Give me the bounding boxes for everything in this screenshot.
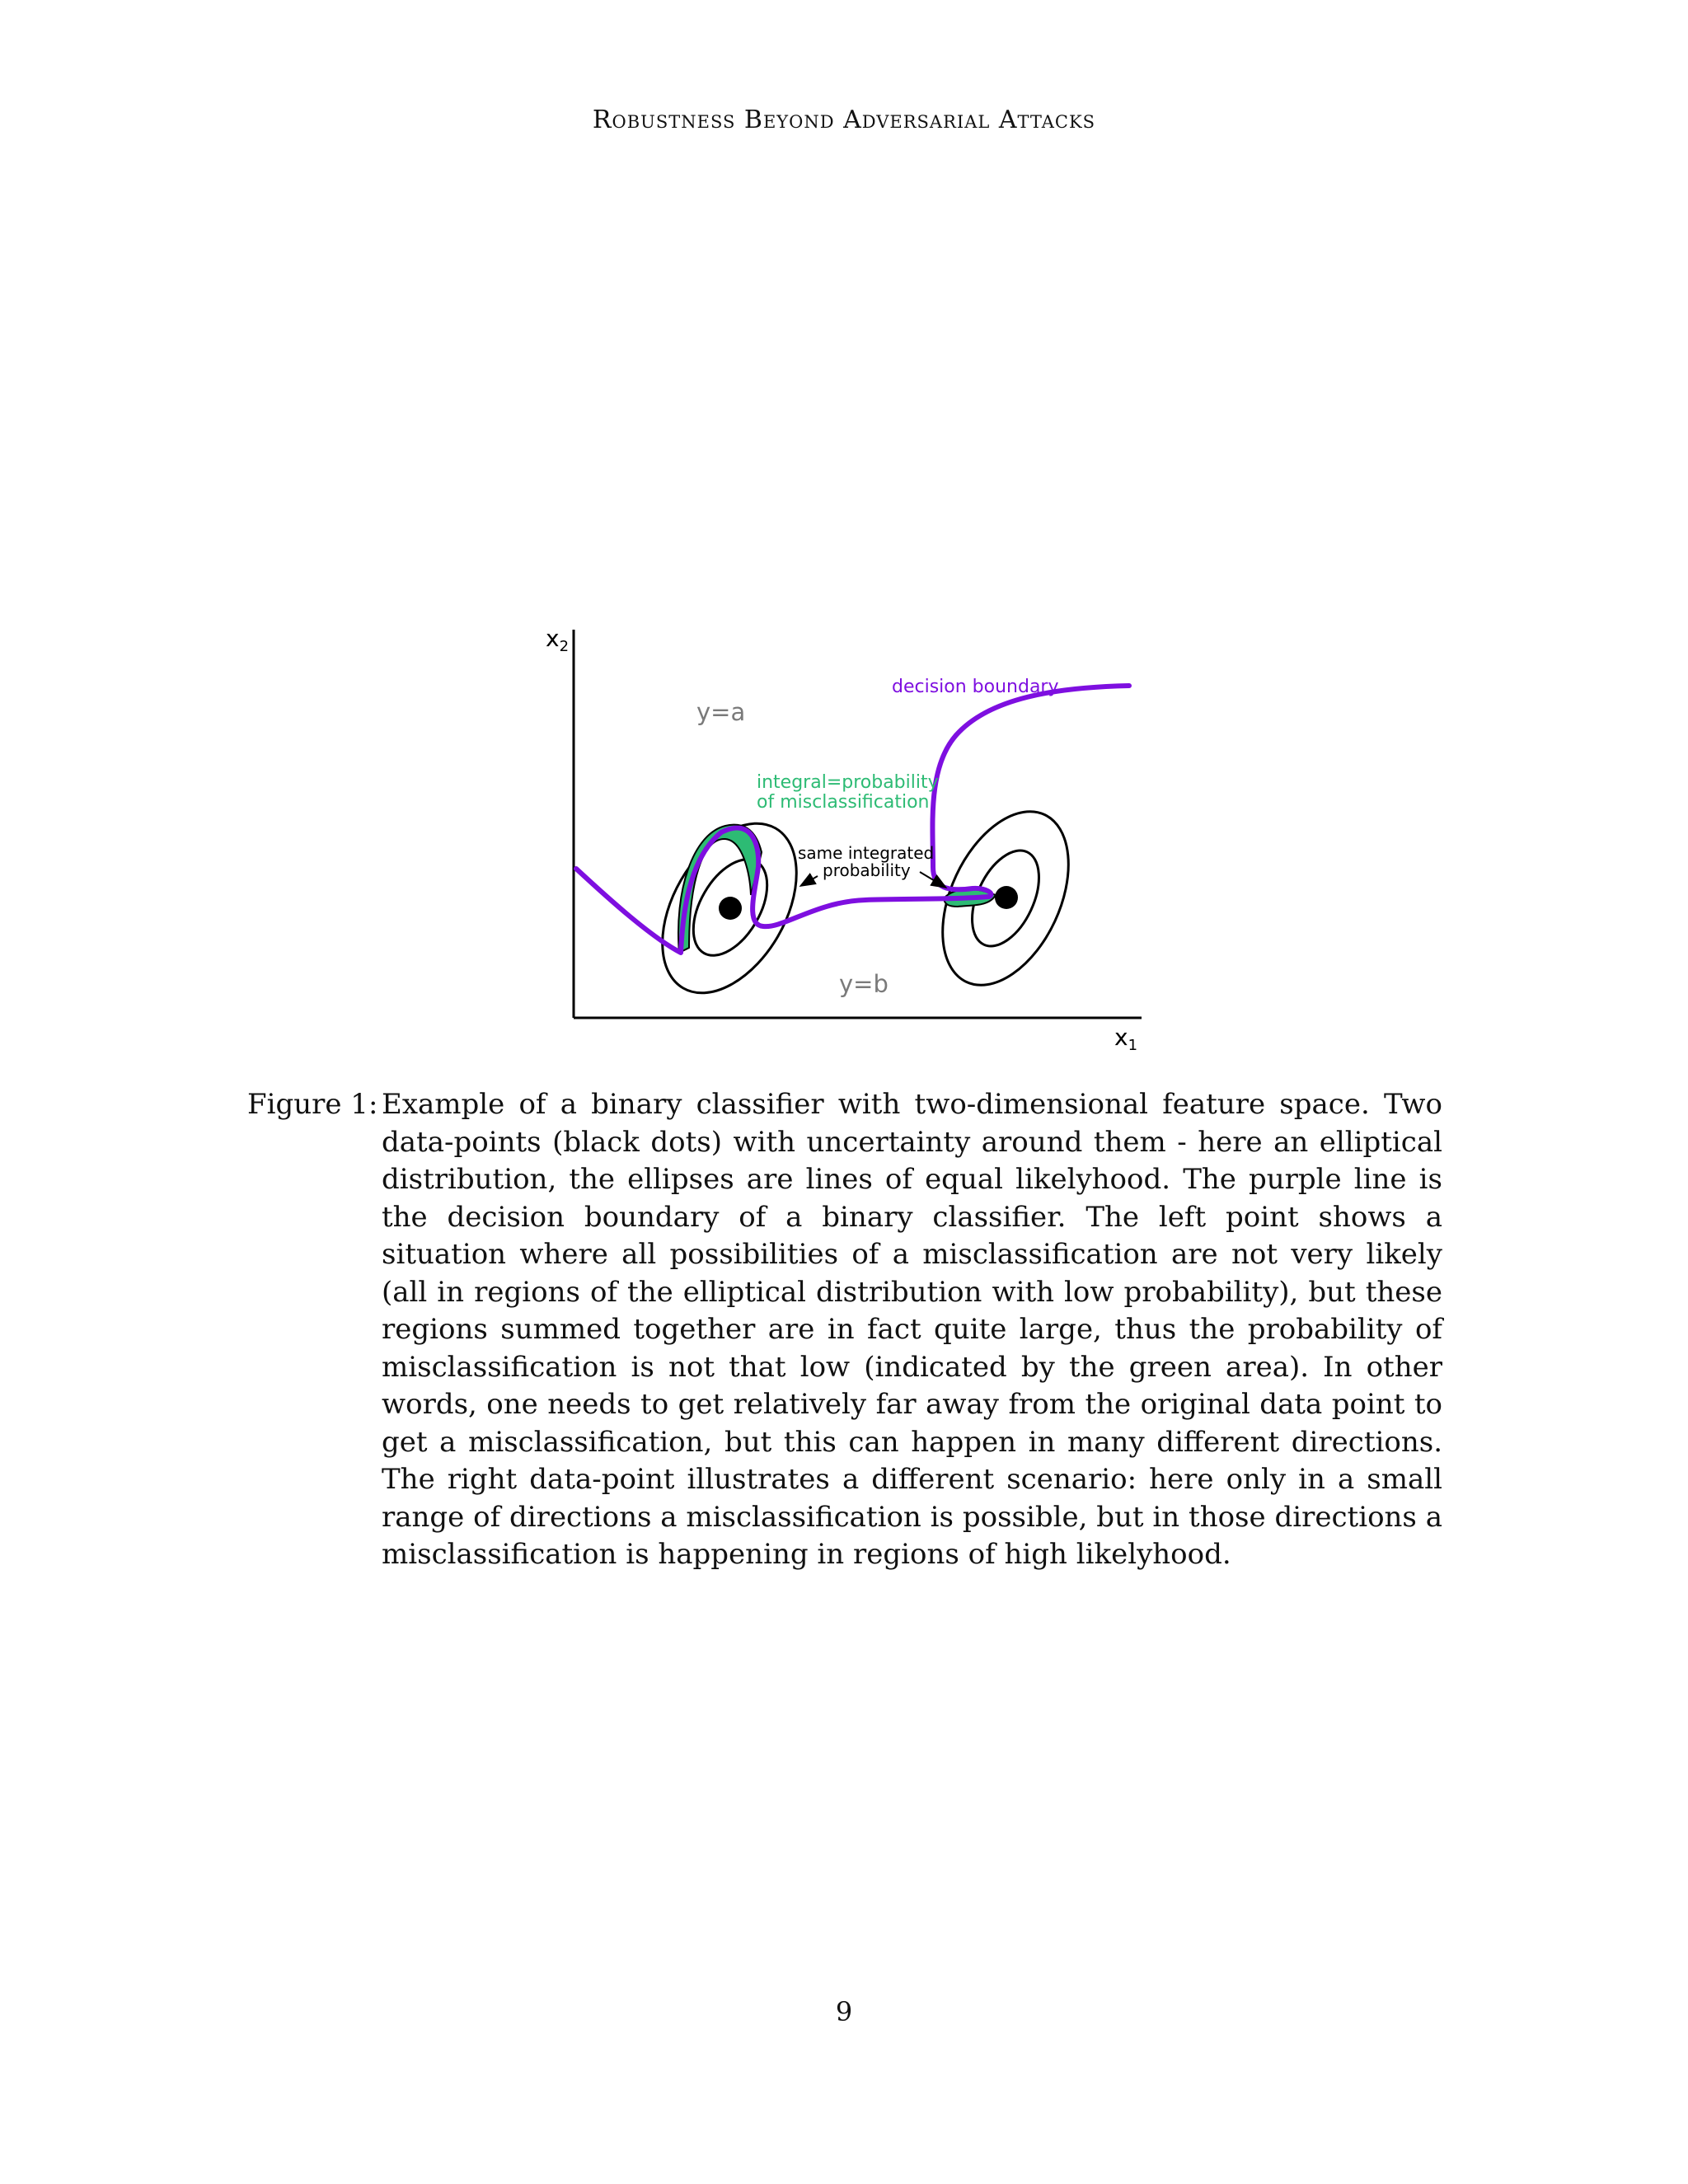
right-data-point xyxy=(995,886,1018,909)
page-number: 9 xyxy=(835,1996,853,2027)
region-b-label: y=b xyxy=(839,970,889,998)
caption-text: Example of a binary classifier with two-dimensional feature space. Two data-points (black dots) with uncertainty around them - here an elliptical distribution, the ellipses are lines of equal likelyhood. The purple line is the decision boundary of a binary classifier. The left point shows a situation where all possibilities of a misclassification are not very likely (all in regions of the elliptical distribution with low probability), but these regions summed together are in fact quite large, thus the probability of misclassification is not that low (indicated by the green area). In other words, one needs to get relatively far away from the original data point to get a misclassification, but this can happen in many different directions. The right data-point illustrates a different scenario: here only in a small range of directions a misclassification is possible, but in those directions a misclassification is happening in regions of high likelyhood. xyxy=(382,1088,1442,1571)
caption-label: Figure 1: xyxy=(247,1088,378,1121)
region-a-label: y=a xyxy=(696,698,746,726)
y-axis-label: $x_2$ xyxy=(546,625,570,655)
left-arrow xyxy=(802,876,818,885)
decision-boundary-label: decision boundary xyxy=(892,677,1059,697)
left-data-point xyxy=(719,897,742,920)
x-axis-label: $x_1$ xyxy=(1114,1024,1138,1054)
decision-boundary-line xyxy=(576,686,1129,953)
integral-label-line1: integral=probability xyxy=(757,772,939,793)
left-distribution xyxy=(635,800,824,1016)
same-probability-label-line2: probability xyxy=(823,860,911,880)
figure-caption xyxy=(247,1086,1442,1574)
integral-label-line2: of misclassification xyxy=(757,792,930,813)
classifier-diagram xyxy=(528,620,1154,1065)
same-probability-label-line1: same integrated xyxy=(798,843,935,863)
figure-1 xyxy=(528,620,1154,1065)
running-header: Robustness Beyond Adversarial Attacks xyxy=(592,105,1096,134)
